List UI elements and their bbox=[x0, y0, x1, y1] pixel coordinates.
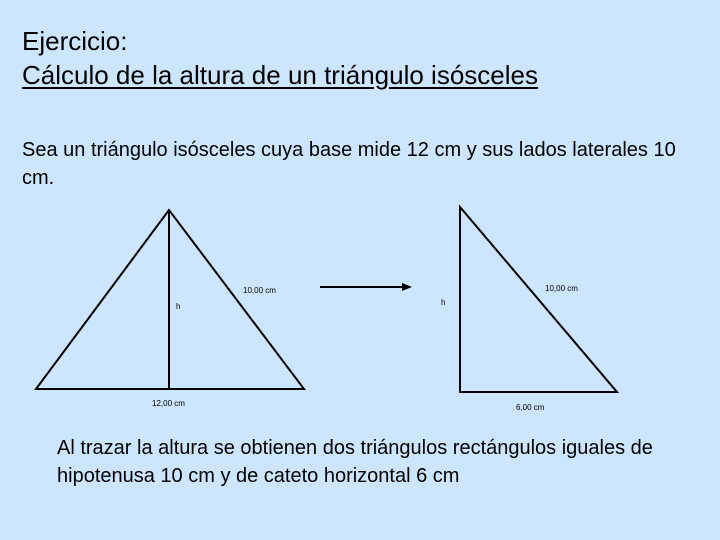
title-line-1: Ejercicio: bbox=[22, 26, 128, 56]
problem-statement: Sea un triángulo isósceles cuya base mide 12 cm y sus lados laterales 10 cm. bbox=[22, 139, 676, 189]
right-triangle bbox=[441, 207, 617, 412]
title-line-2: Cálculo de la altura de un triángulo isósceles bbox=[22, 60, 538, 90]
left-side-label: 10,00 cm bbox=[243, 286, 276, 295]
right-base-label: 6,00 cm bbox=[516, 403, 545, 412]
left-base-label: 12,00 cm bbox=[152, 399, 185, 408]
isosceles-triangle bbox=[36, 210, 304, 408]
right-triangle-outline bbox=[460, 207, 617, 392]
right-arrow-icon bbox=[320, 283, 412, 291]
left-height-label: h bbox=[176, 302, 181, 311]
right-height-label: h bbox=[441, 298, 446, 307]
right-hypotenuse-label: 10,00 cm bbox=[545, 284, 578, 293]
conclusion-text: Al trazar la altura se obtienen dos triángulos rectángulos iguales de hipotenusa 10 cm y de cateto horizontal 6 cm bbox=[57, 437, 653, 487]
